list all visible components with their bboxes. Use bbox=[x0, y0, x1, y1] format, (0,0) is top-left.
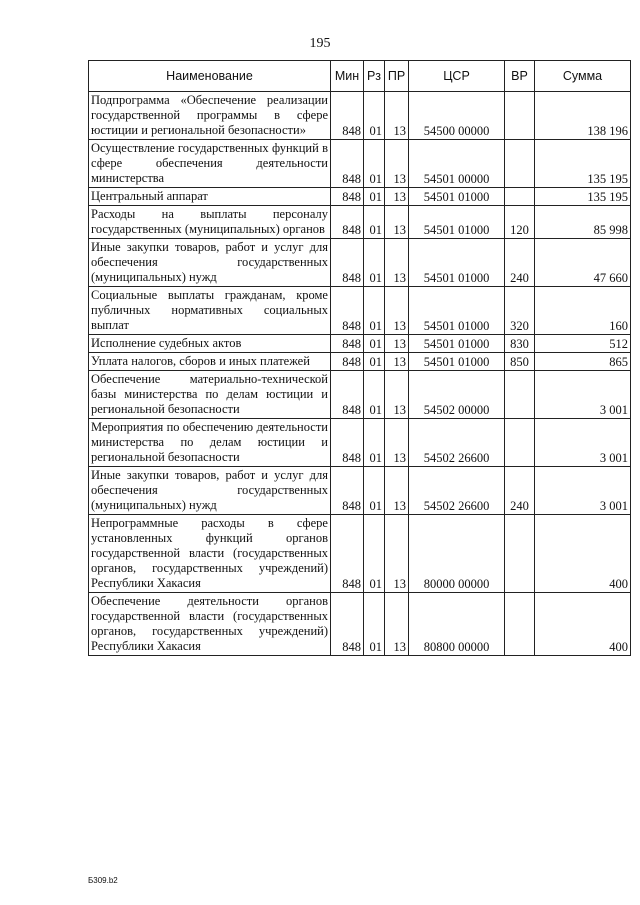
cell-vr: 240 bbox=[505, 467, 535, 515]
cell-min: 848 bbox=[331, 371, 364, 419]
table-row bbox=[89, 239, 631, 287]
cell-pr: 13 bbox=[385, 188, 409, 206]
cell-sum: 160 bbox=[535, 287, 631, 335]
cell-name: Уплата налогов, сборов и иных платежей bbox=[89, 353, 331, 371]
cell-csr: 54501 00000 bbox=[409, 140, 505, 188]
cell-rz: 01 bbox=[364, 353, 385, 371]
cell-min: 848 bbox=[331, 239, 364, 287]
cell-min: 848 bbox=[331, 188, 364, 206]
cell-sum: 135 195 bbox=[535, 188, 631, 206]
cell-min: 848 bbox=[331, 467, 364, 515]
cell-vr: 830 bbox=[505, 335, 535, 353]
cell-min: 848 bbox=[331, 335, 364, 353]
cell-pr: 13 bbox=[385, 515, 409, 593]
table-row bbox=[89, 419, 631, 467]
header-rz: Рз bbox=[364, 61, 385, 92]
cell-csr: 80000 00000 bbox=[409, 515, 505, 593]
cell-vr bbox=[505, 419, 535, 467]
cell-rz: 01 bbox=[364, 140, 385, 188]
cell-csr: 80800 00000 bbox=[409, 593, 505, 656]
cell-csr: 54500 00000 bbox=[409, 92, 505, 140]
cell-pr: 13 bbox=[385, 419, 409, 467]
table-row bbox=[89, 188, 631, 206]
cell-name: Обеспечение материально-технической базы министерства по делам юстиции и региональной безопасности bbox=[89, 371, 331, 419]
cell-sum: 85 998 bbox=[535, 206, 631, 239]
cell-pr: 13 bbox=[385, 140, 409, 188]
header-sum: Сумма bbox=[535, 61, 631, 92]
cell-pr: 13 bbox=[385, 239, 409, 287]
cell-csr: 54502 26600 bbox=[409, 419, 505, 467]
cell-rz: 01 bbox=[364, 335, 385, 353]
cell-sum: 138 196 bbox=[535, 92, 631, 140]
cell-rz: 01 bbox=[364, 92, 385, 140]
cell-pr: 13 bbox=[385, 335, 409, 353]
header-vr: ВР bbox=[505, 61, 535, 92]
footer-code: Б309.b2 bbox=[88, 876, 118, 885]
cell-vr: 320 bbox=[505, 287, 535, 335]
cell-vr bbox=[505, 515, 535, 593]
cell-csr: 54502 00000 bbox=[409, 371, 505, 419]
cell-sum: 400 bbox=[535, 593, 631, 656]
cell-csr: 54501 01000 bbox=[409, 206, 505, 239]
table-row bbox=[89, 92, 631, 140]
cell-sum: 3 001 bbox=[535, 419, 631, 467]
cell-name: Центральный аппарат bbox=[89, 188, 331, 206]
cell-name: Исполнение судебных актов bbox=[89, 335, 331, 353]
cell-pr: 13 bbox=[385, 593, 409, 656]
table-row bbox=[89, 287, 631, 335]
table-row bbox=[89, 206, 631, 239]
cell-vr bbox=[505, 92, 535, 140]
cell-name: Социальные выплаты гражданам, кроме публичных нормативных социальных выплат bbox=[89, 287, 331, 335]
cell-rz: 01 bbox=[364, 593, 385, 656]
cell-pr: 13 bbox=[385, 353, 409, 371]
table-row bbox=[89, 593, 631, 656]
cell-csr: 54501 01000 bbox=[409, 335, 505, 353]
cell-csr: 54501 01000 bbox=[409, 353, 505, 371]
cell-vr bbox=[505, 371, 535, 419]
cell-min: 848 bbox=[331, 419, 364, 467]
table-row bbox=[89, 140, 631, 188]
cell-pr: 13 bbox=[385, 287, 409, 335]
cell-vr bbox=[505, 593, 535, 656]
table-body bbox=[89, 92, 631, 656]
table-row bbox=[89, 467, 631, 515]
cell-min: 848 bbox=[331, 92, 364, 140]
cell-rz: 01 bbox=[364, 467, 385, 515]
cell-rz: 01 bbox=[364, 287, 385, 335]
header-pr: ПР bbox=[385, 61, 409, 92]
cell-sum: 3 001 bbox=[535, 467, 631, 515]
cell-vr bbox=[505, 140, 535, 188]
header-csr: ЦСР bbox=[409, 61, 505, 92]
cell-min: 848 bbox=[331, 353, 364, 371]
table-row bbox=[89, 515, 631, 593]
table-row bbox=[89, 353, 631, 371]
cell-csr: 54501 01000 bbox=[409, 239, 505, 287]
cell-name: Обеспечение деятельности органов государственной власти (государственных органов, государственных учреждений) Республики Хакасия bbox=[89, 593, 331, 656]
cell-min: 848 bbox=[331, 515, 364, 593]
cell-min: 848 bbox=[331, 206, 364, 239]
cell-rz: 01 bbox=[364, 188, 385, 206]
cell-name: Иные закупки товаров, работ и услуг для обеспечения государственных (муниципальных) нужд bbox=[89, 239, 331, 287]
cell-pr: 13 bbox=[385, 206, 409, 239]
cell-rz: 01 bbox=[364, 206, 385, 239]
cell-min: 848 bbox=[331, 140, 364, 188]
cell-vr: 240 bbox=[505, 239, 535, 287]
cell-sum: 135 195 bbox=[535, 140, 631, 188]
cell-csr: 54501 01000 bbox=[409, 188, 505, 206]
cell-vr: 850 bbox=[505, 353, 535, 371]
table-row bbox=[89, 371, 631, 419]
cell-pr: 13 bbox=[385, 371, 409, 419]
cell-sum: 512 bbox=[535, 335, 631, 353]
cell-pr: 13 bbox=[385, 92, 409, 140]
cell-csr: 54502 26600 bbox=[409, 467, 505, 515]
budget-table bbox=[88, 60, 631, 656]
cell-min: 848 bbox=[331, 593, 364, 656]
cell-rz: 01 bbox=[364, 419, 385, 467]
cell-csr: 54501 01000 bbox=[409, 287, 505, 335]
cell-rz: 01 bbox=[364, 371, 385, 419]
cell-sum: 47 660 bbox=[535, 239, 631, 287]
table-header-row bbox=[89, 61, 631, 92]
cell-name: Подпрограмма «Обеспечение реализации государственной программы в сфере юстиции и региональной безопасности» bbox=[89, 92, 331, 140]
cell-name: Расходы на выплаты персоналу государственных (муниципальных) органов bbox=[89, 206, 331, 239]
cell-rz: 01 bbox=[364, 239, 385, 287]
cell-sum: 400 bbox=[535, 515, 631, 593]
cell-name: Осуществление государственных функций в сфере обеспечения деятельности министерства bbox=[89, 140, 331, 188]
cell-pr: 13 bbox=[385, 467, 409, 515]
cell-sum: 865 bbox=[535, 353, 631, 371]
cell-rz: 01 bbox=[364, 515, 385, 593]
cell-name: Непрограммные расходы в сфере установленных функций органов государственной власти (государственных органов, государственных учреждений) Республики Хакасия bbox=[89, 515, 331, 593]
cell-min: 848 bbox=[331, 287, 364, 335]
cell-name: Мероприятия по обеспечению деятельности министерства по делам юстиции и региональной безопасности bbox=[89, 419, 331, 467]
table-row bbox=[89, 335, 631, 353]
page-number: 195 bbox=[309, 36, 331, 51]
cell-vr: 120 bbox=[505, 206, 535, 239]
header-name: Наименование bbox=[89, 61, 331, 92]
header-min: Мин bbox=[331, 61, 364, 92]
cell-sum: 3 001 bbox=[535, 371, 631, 419]
cell-vr bbox=[505, 188, 535, 206]
cell-name: Иные закупки товаров, работ и услуг для обеспечения государственных (муниципальных) нужд bbox=[89, 467, 331, 515]
